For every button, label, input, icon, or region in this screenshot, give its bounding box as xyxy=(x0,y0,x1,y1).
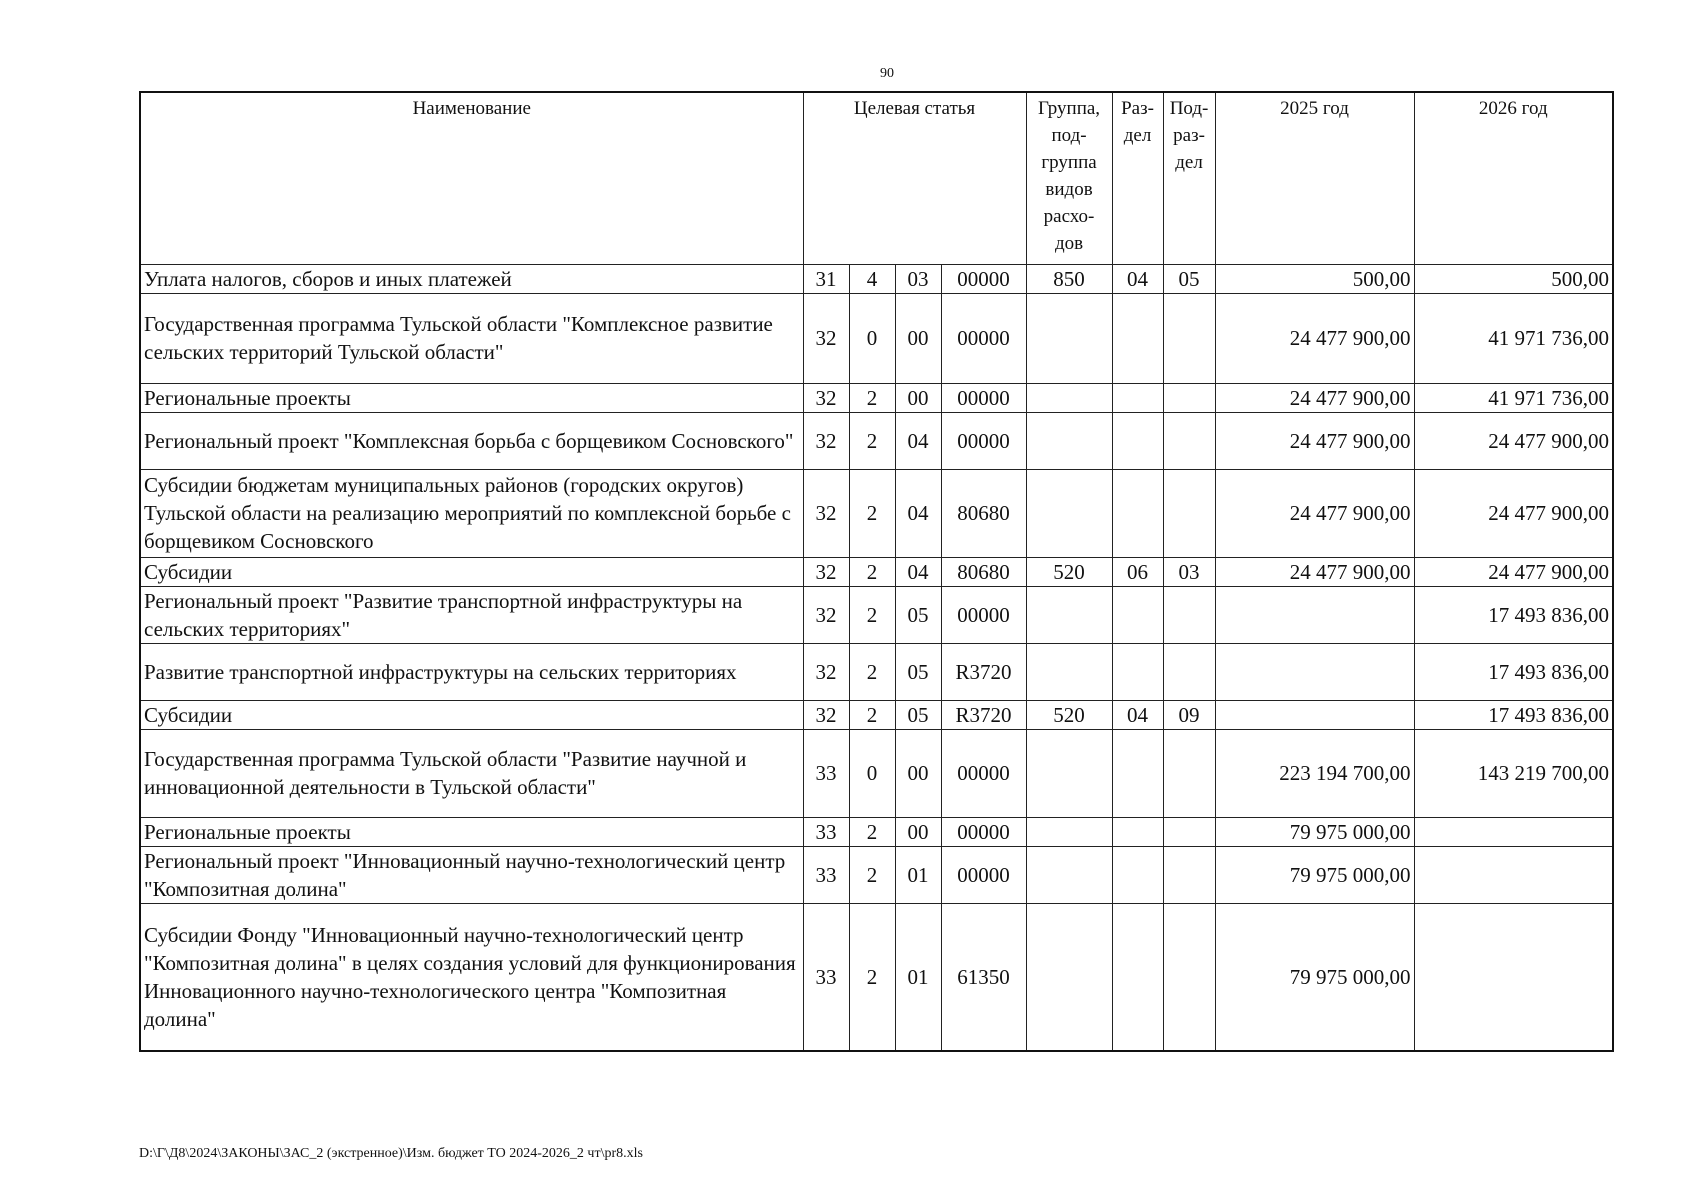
cell-group xyxy=(1026,643,1112,700)
cell-b: 2 xyxy=(849,817,895,846)
cell-d: 80680 xyxy=(941,469,1026,557)
cell-c: 00 xyxy=(895,817,941,846)
cell-subsection xyxy=(1163,817,1215,846)
cell-name: Региональные проекты xyxy=(140,383,803,412)
header-2025: 2025 год xyxy=(1215,92,1414,264)
cell-y2025 xyxy=(1215,700,1414,729)
cell-section xyxy=(1112,586,1163,643)
cell-a: 33 xyxy=(803,903,849,1051)
table-row xyxy=(140,469,1613,557)
cell-d: 00000 xyxy=(941,846,1026,903)
cell-group xyxy=(1026,383,1112,412)
cell-d: 00000 xyxy=(941,383,1026,412)
cell-section: 06 xyxy=(1112,557,1163,586)
cell-name: Субсидии xyxy=(140,700,803,729)
cell-name: Региональные проекты xyxy=(140,817,803,846)
cell-a: 33 xyxy=(803,817,849,846)
page-number: 90 xyxy=(880,66,894,81)
cell-c: 04 xyxy=(895,469,941,557)
cell-c: 04 xyxy=(895,412,941,469)
cell-y2025: 24 477 900,00 xyxy=(1215,293,1414,383)
cell-b: 2 xyxy=(849,469,895,557)
cell-y2026: 17 493 836,00 xyxy=(1414,700,1613,729)
cell-section: 04 xyxy=(1112,264,1163,293)
header-subsection: Под- раз- дел xyxy=(1163,92,1215,264)
cell-d: 00000 xyxy=(941,586,1026,643)
cell-subsection xyxy=(1163,586,1215,643)
cell-b: 2 xyxy=(849,383,895,412)
cell-group: 850 xyxy=(1026,264,1112,293)
table-row xyxy=(140,643,1613,700)
cell-b: 2 xyxy=(849,643,895,700)
cell-a: 32 xyxy=(803,412,849,469)
cell-a: 33 xyxy=(803,846,849,903)
cell-group: 520 xyxy=(1026,557,1112,586)
cell-name: Развитие транспортной инфраструктуры на сельских территориях xyxy=(140,643,803,700)
cell-y2025: 79 975 000,00 xyxy=(1215,846,1414,903)
cell-section xyxy=(1112,643,1163,700)
cell-y2026: 500,00 xyxy=(1414,264,1613,293)
header-2026: 2026 год xyxy=(1414,92,1613,264)
cell-section xyxy=(1112,903,1163,1051)
cell-section xyxy=(1112,469,1163,557)
cell-y2025: 500,00 xyxy=(1215,264,1414,293)
cell-b: 2 xyxy=(849,903,895,1051)
header-name: Наименование xyxy=(140,92,803,264)
cell-y2025: 24 477 900,00 xyxy=(1215,412,1414,469)
cell-name: Субсидии бюджетам муниципальных районов (городских округов) Тульской области на реализацию мероприятий по комплексной борьбе с борщевиком Сосновского xyxy=(140,469,803,557)
cell-b: 2 xyxy=(849,846,895,903)
table-row xyxy=(140,729,1613,817)
cell-c: 01 xyxy=(895,846,941,903)
cell-b: 2 xyxy=(849,586,895,643)
cell-c: 05 xyxy=(895,586,941,643)
cell-b: 2 xyxy=(849,412,895,469)
cell-c: 00 xyxy=(895,293,941,383)
cell-d: R3720 xyxy=(941,700,1026,729)
cell-c: 00 xyxy=(895,383,941,412)
cell-subsection xyxy=(1163,383,1215,412)
cell-a: 32 xyxy=(803,700,849,729)
cell-d: 00000 xyxy=(941,817,1026,846)
cell-subsection: 05 xyxy=(1163,264,1215,293)
header-row xyxy=(140,92,1613,264)
cell-group xyxy=(1026,729,1112,817)
table-row xyxy=(140,557,1613,586)
cell-group xyxy=(1026,817,1112,846)
cell-section xyxy=(1112,412,1163,469)
cell-a: 32 xyxy=(803,469,849,557)
cell-group xyxy=(1026,846,1112,903)
cell-section: 04 xyxy=(1112,700,1163,729)
cell-b: 2 xyxy=(849,700,895,729)
table-row xyxy=(140,293,1613,383)
cell-section xyxy=(1112,383,1163,412)
cell-group xyxy=(1026,293,1112,383)
cell-section xyxy=(1112,817,1163,846)
cell-b: 4 xyxy=(849,264,895,293)
cell-group xyxy=(1026,903,1112,1051)
cell-group xyxy=(1026,412,1112,469)
cell-subsection xyxy=(1163,903,1215,1051)
table-row xyxy=(140,817,1613,846)
cell-c: 01 xyxy=(895,903,941,1051)
cell-name: Уплата налогов, сборов и иных платежей xyxy=(140,264,803,293)
cell-y2026: 41 971 736,00 xyxy=(1414,293,1613,383)
cell-subsection xyxy=(1163,846,1215,903)
cell-y2025 xyxy=(1215,586,1414,643)
cell-y2026: 41 971 736,00 xyxy=(1414,383,1613,412)
cell-y2025: 24 477 900,00 xyxy=(1215,557,1414,586)
cell-subsection: 03 xyxy=(1163,557,1215,586)
cell-b: 2 xyxy=(849,557,895,586)
cell-a: 32 xyxy=(803,383,849,412)
cell-y2025 xyxy=(1215,643,1414,700)
table-row xyxy=(140,383,1613,412)
cell-d: 00000 xyxy=(941,729,1026,817)
cell-y2026 xyxy=(1414,903,1613,1051)
cell-c: 03 xyxy=(895,264,941,293)
cell-a: 32 xyxy=(803,643,849,700)
cell-c: 05 xyxy=(895,700,941,729)
header-group: Группа, под- группа видов расхо- дов xyxy=(1026,92,1112,264)
cell-a: 32 xyxy=(803,586,849,643)
header-target: Целевая статья xyxy=(803,92,1026,264)
cell-y2025: 79 975 000,00 xyxy=(1215,903,1414,1051)
cell-c: 00 xyxy=(895,729,941,817)
cell-section xyxy=(1112,729,1163,817)
table-row xyxy=(140,700,1613,729)
cell-subsection: 09 xyxy=(1163,700,1215,729)
cell-y2026: 17 493 836,00 xyxy=(1414,586,1613,643)
cell-c: 04 xyxy=(895,557,941,586)
cell-a: 31 xyxy=(803,264,849,293)
cell-y2026: 24 477 900,00 xyxy=(1414,469,1613,557)
cell-d: 00000 xyxy=(941,264,1026,293)
cell-y2026: 24 477 900,00 xyxy=(1414,412,1613,469)
cell-subsection xyxy=(1163,412,1215,469)
cell-section xyxy=(1112,846,1163,903)
cell-name: Субсидии Фонду "Инновационный научно-технологический центр "Композитная долина" в целях создания условий для функционирования Инновационного научно-технологического центра "Композитная долина" xyxy=(140,903,803,1051)
cell-subsection xyxy=(1163,729,1215,817)
table-row xyxy=(140,903,1613,1051)
cell-subsection xyxy=(1163,643,1215,700)
cell-name: Региональный проект "Комплексная борьба с борщевиком Сосновского" xyxy=(140,412,803,469)
cell-name: Государственная программа Тульской области "Комплексное развитие сельских территорий Тульской области" xyxy=(140,293,803,383)
file-path-footer: D:\Г\Д8\2024\ЗАКОНЫ\ЗАС_2 (экстренное)\Изм. бюджет ТО 2024-2026_2 чт\pr8.xls xyxy=(139,1146,643,1161)
cell-d: 61350 xyxy=(941,903,1026,1051)
budget-table xyxy=(139,91,1614,1052)
cell-y2025: 24 477 900,00 xyxy=(1215,383,1414,412)
cell-y2025: 79 975 000,00 xyxy=(1215,817,1414,846)
cell-d: R3720 xyxy=(941,643,1026,700)
cell-subsection xyxy=(1163,469,1215,557)
cell-group: 520 xyxy=(1026,700,1112,729)
header-section: Раз- дел xyxy=(1112,92,1163,264)
cell-group xyxy=(1026,586,1112,643)
cell-y2026: 24 477 900,00 xyxy=(1414,557,1613,586)
table-row xyxy=(140,586,1613,643)
cell-section xyxy=(1112,293,1163,383)
cell-y2026 xyxy=(1414,846,1613,903)
cell-d: 00000 xyxy=(941,412,1026,469)
cell-y2025: 24 477 900,00 xyxy=(1215,469,1414,557)
cell-a: 32 xyxy=(803,293,849,383)
cell-b: 0 xyxy=(849,293,895,383)
cell-subsection xyxy=(1163,293,1215,383)
cell-b: 0 xyxy=(849,729,895,817)
cell-y2026: 17 493 836,00 xyxy=(1414,643,1613,700)
cell-name: Субсидии xyxy=(140,557,803,586)
cell-c: 05 xyxy=(895,643,941,700)
cell-a: 32 xyxy=(803,557,849,586)
cell-d: 00000 xyxy=(941,293,1026,383)
table-row xyxy=(140,846,1613,903)
cell-name: Региональный проект "Инновационный научно-технологический центр "Композитная долина" xyxy=(140,846,803,903)
cell-name: Региональный проект "Развитие транспортной инфраструктуры на сельских территориях" xyxy=(140,586,803,643)
cell-group xyxy=(1026,469,1112,557)
cell-a: 33 xyxy=(803,729,849,817)
cell-y2026: 143 219 700,00 xyxy=(1414,729,1613,817)
cell-name: Государственная программа Тульской области "Развитие научной и инновационной деятельности в Тульской области" xyxy=(140,729,803,817)
cell-y2025: 223 194 700,00 xyxy=(1215,729,1414,817)
table-row xyxy=(140,264,1613,293)
cell-d: 80680 xyxy=(941,557,1026,586)
table-row xyxy=(140,412,1613,469)
cell-y2026 xyxy=(1414,817,1613,846)
